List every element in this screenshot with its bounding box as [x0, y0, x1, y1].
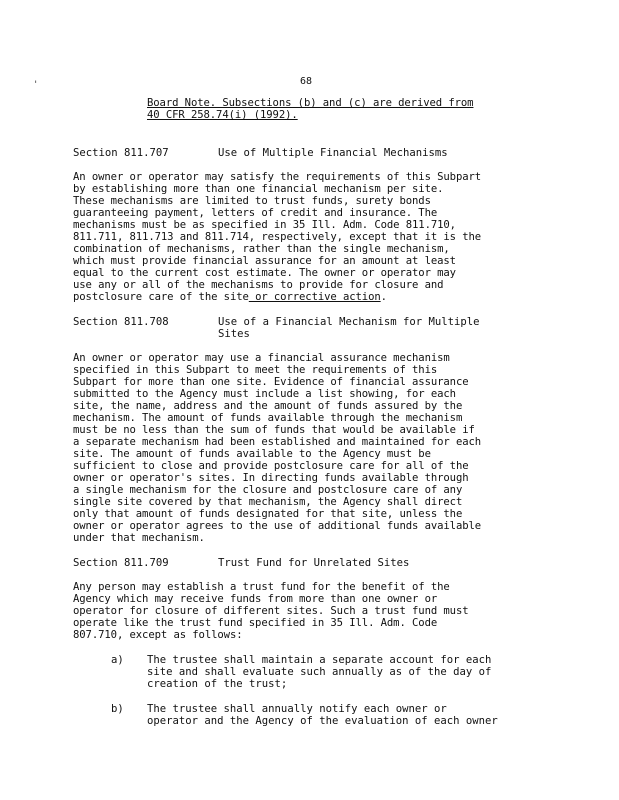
- body-line: 811.711, 811.713 and 811.714, respectively, except that it is the: [73, 231, 482, 243]
- body-line: [73, 291, 387, 303]
- body-line: owner or operator agrees to the use of additional funds available: [73, 520, 482, 532]
- section-title: Use of Multiple Financial Mechanisms: [218, 147, 448, 159]
- body-line: single site covered by that mechanism, the Agency shall direct: [73, 496, 463, 508]
- body-line: Any person may establish a trust fund for the benefit of the: [73, 581, 450, 593]
- list-item-label: b): [111, 703, 124, 715]
- body-line: sufficient to close and provide postclosure care for all of the: [73, 460, 469, 472]
- body-line: submitted to the Agency must include a list showing, for each: [73, 388, 456, 400]
- list-item-line: The trustee shall annually notify each owner or: [147, 703, 447, 715]
- body-line: a separate mechanism had been established and maintained for each: [73, 436, 482, 448]
- body-line: specified in this Subpart to meet the requirements of this: [73, 364, 438, 376]
- body-line: which must provide financial assurance for an amount at least: [73, 255, 456, 267]
- body-line: only that amount of funds designated for that site, unless the: [73, 508, 463, 520]
- board-note-line: 40 CFR 258.74(i) (1992).: [147, 109, 298, 121]
- margin-mark: ': [33, 80, 39, 90]
- section-number: Section 811.707: [73, 147, 169, 159]
- body-line: 807.710, except as follows:: [73, 629, 243, 641]
- body-line: operate like the trust fund specified in 35 Ill. Adm. Code: [73, 617, 438, 629]
- section-title: Trust Fund for Unrelated Sites: [218, 557, 410, 569]
- list-item-label: a): [111, 654, 124, 666]
- body-line: operator for closure of different sites. Such a trust fund must: [73, 605, 469, 617]
- section-heading: [73, 147, 448, 159]
- body-line: under that mechanism.: [73, 532, 205, 544]
- body-line: owner or operator's sites. In directing funds available through: [73, 472, 469, 484]
- body-line: Subpart for more than one site. Evidence of financial assurance: [73, 376, 469, 388]
- body-line: combination of mechanisms, rather than the single mechanism,: [73, 243, 450, 255]
- body-line: An owner or operator may use a financial assurance mechanism: [73, 352, 450, 364]
- section-number: Section 811.708: [73, 316, 169, 328]
- section-title: Sites: [218, 328, 250, 340]
- body-line: These mechanisms are limited to trust funds, surety bonds: [73, 195, 431, 207]
- page-number: 68: [300, 76, 313, 87]
- inserted-text: or corrective action: [248, 291, 381, 303]
- body-line: site. The amount of funds available to the Agency must be: [73, 448, 431, 460]
- list-item-line: creation of the trust;: [147, 678, 288, 690]
- list-item-line: operator and the Agency of the evaluation of each owner: [147, 715, 498, 727]
- body-line: equal to the current cost estimate. The owner or operator may: [73, 267, 456, 279]
- body-line: guaranteeing payment, letters of credit and insurance. The: [73, 207, 438, 219]
- section-number: Section 811.709: [73, 557, 169, 569]
- list-item-line: site and shall evaluate such annually as of the day of: [147, 666, 492, 678]
- body-text: postclosure care of the site: [73, 291, 249, 303]
- section-title: Use of a Financial Mechanism for Multiple: [218, 316, 480, 328]
- body-line: use any or all of the mechanisms to provide for closure and: [73, 279, 444, 291]
- body-line: mechanism. The amount of funds available through the mechanism: [73, 412, 463, 424]
- body-line: Agency which may receive funds from more than one owner or: [73, 593, 438, 605]
- body-line: site, the name, address and the amount of funds assured by the: [73, 400, 463, 412]
- section-heading: [73, 316, 480, 340]
- body-line: mechanisms must be as specified in 35 Ill. Adm. Code 811.710,: [73, 219, 456, 231]
- board-note-line: Board Note. Subsections (b) and (c) are derived from: [147, 97, 474, 109]
- body-line: by establishing more than one financial mechanism per site.: [73, 183, 444, 195]
- list-item-line: The trustee shall maintain a separate account for each: [147, 654, 492, 666]
- body-text: .: [380, 291, 387, 303]
- body-line: An owner or operator may satisfy the requirements of this Subpart: [73, 171, 482, 183]
- section-heading: [73, 557, 410, 569]
- body-line: must be no less than the sum of funds that would be available if: [73, 424, 475, 436]
- body-line: a single mechanism for the closure and postclosure care of any: [73, 484, 463, 496]
